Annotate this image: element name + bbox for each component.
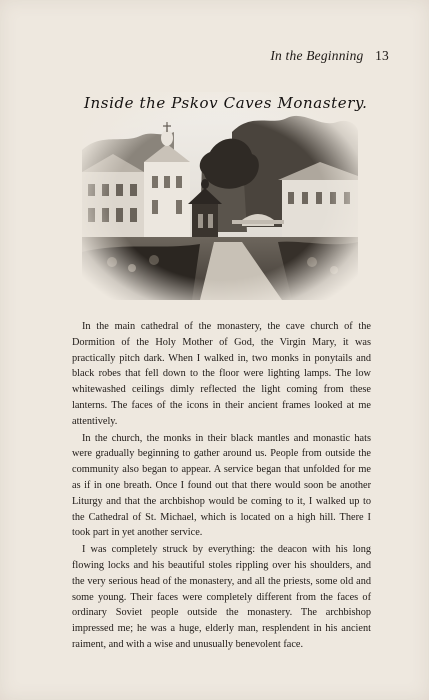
paragraph: In the main cathedral of the monastery, the cave church of the Dormition of the Holy Mother of God, the Virgin Mary, it was practically pitch dark. When I walked in, two monks in ponytails and black robes that fell down to the floor were lighting lamps. The low whitewashed ceilings dimly reflected the light coming from these lanterns. The faces of the icons in their ancient frames looked at me attentively. [72, 321, 371, 427]
running-header [270, 48, 389, 64]
photo-caption: Inside the Pskov Caves Monastery. [84, 94, 368, 112]
monastery-photo [82, 92, 368, 300]
page-number: 13 [375, 48, 389, 63]
paragraph: In the church, the monks in their black mantles and monastic hats were gradually beginning to gather around us. People from outside the community also began to appear. A service began that unfolded for me as if in one breath. Once I found out that there would soon be another Liturgy and that the archbishop would be coming to it, I walked up to the Cathedral of St. Michael, which is located on a high hill. There I took part in yet another service. [72, 432, 371, 539]
body-text [72, 319, 371, 654]
paragraph: I was completely struck by everything: the deacon with his long flowing locks and his beautiful stoles rippling over his shoulders, and the very serious head of the monastery, and all the priests, some old and some young. Their faces were completely different from the faces of ordinary Soviet people outside the monastery. The archbishop impressed me; he was a huge, elderly man, resplendent in his ancient raiment, and with a wise and unusually benevolent face. [72, 544, 371, 650]
chapter-title: In the Beginning [270, 48, 364, 63]
